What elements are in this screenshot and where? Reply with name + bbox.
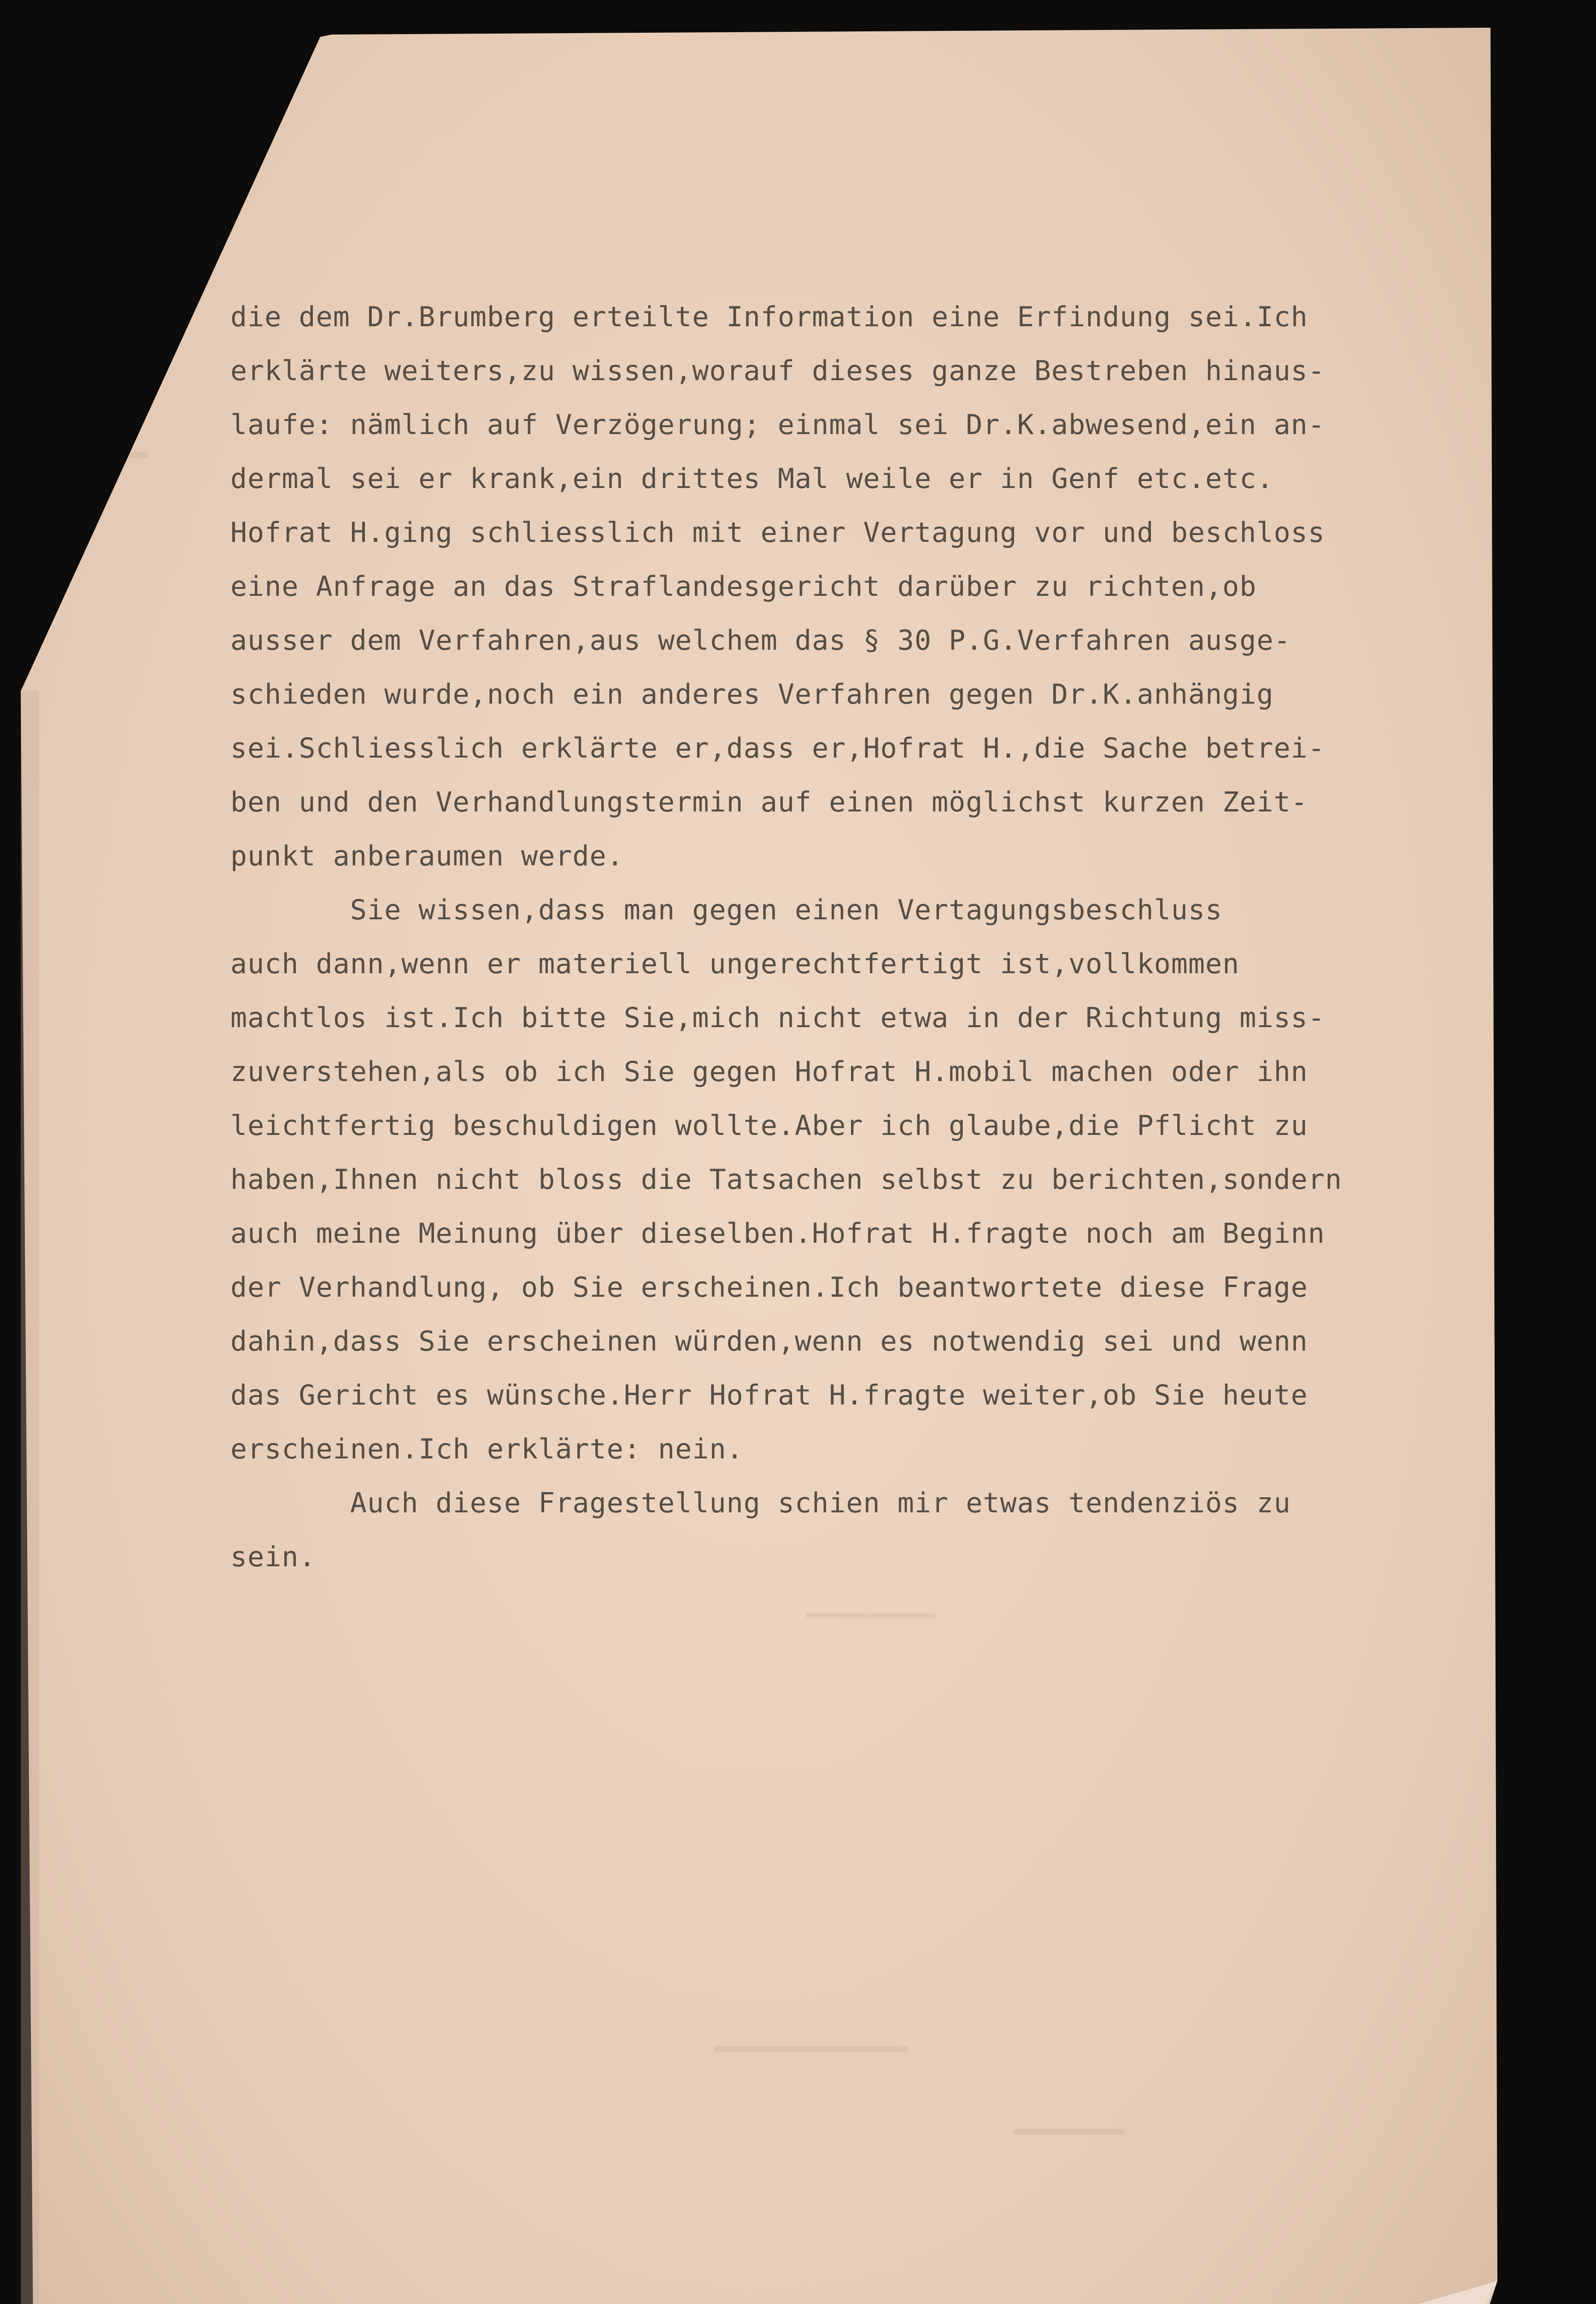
text-line: schieden wurde,noch ein anderes Verfahren gegen Dr.K.anhängig: [230, 678, 1274, 711]
text-line: dermal sei er krank,ein drittes Mal weile er in Genf etc.etc.: [230, 463, 1274, 495]
text-line: leichtfertig beschuldigen wollte.Aber ich glaube,die Pflicht zu: [230, 1110, 1308, 1142]
text-line: zuverstehen,als ob ich Sie gegen Hofrat H.mobil machen oder ihn: [230, 1056, 1308, 1088]
paragraph-start: Auch diese Fragestellung schien mir etwas tendenziös zu: [230, 1487, 1291, 1519]
text-line: machtlos ist.Ich bitte Sie,mich nicht etwa in der Richtung miss-: [230, 1002, 1325, 1034]
text-line: punkt anberaumen werde.: [230, 840, 624, 872]
text-line: haben,Ihnen nicht bloss die Tatsachen selbst zu berichten,sondern: [230, 1164, 1342, 1196]
text-line: auch meine Meinung über dieselben.Hofrat H.fragte noch am Beginn: [230, 1217, 1325, 1250]
text-line: sein.: [230, 1541, 316, 1573]
text-line: dahin,dass Sie erscheinen würden,wenn es notwendig sei und wenn: [230, 1325, 1308, 1358]
text-line: der Verhandlung, ob Sie erscheinen.Ich beantwortete diese Frage: [230, 1271, 1308, 1304]
text-line: sei.Schliesslich erklärte er,dass er,Hofrat H.,die Sache betrei-: [230, 732, 1325, 764]
text-line: laufe: nämlich auf Verzögerung; einmal sei Dr.K.abwesend,ein an-: [230, 409, 1325, 441]
text-line: ben und den Verhandlungstermin auf einen möglichst kurzen Zeit-: [230, 786, 1308, 818]
paragraph-start: Sie wissen,dass man gegen einen Vertagungsbeschluss: [230, 894, 1223, 926]
text-line: die dem Dr.Brumberg erteilte Information eine Erfindung sei.Ich: [230, 301, 1308, 333]
text-line: erklärte weiters,zu wissen,worauf dieses ganze Bestreben hinaus-: [230, 355, 1325, 387]
text-line: auch dann,wenn er materiell ungerechtfertigt ist,vollkommen: [230, 948, 1240, 980]
text-line: erscheinen.Ich erklärte: nein.: [230, 1433, 744, 1465]
typed-letter-body: [230, 290, 1438, 1584]
text-line: Hofrat H.ging schliesslich mit einer Vertagung vor und beschloss: [230, 517, 1325, 549]
text-line: das Gericht es wünsche.Herr Hofrat H.fragte weiter,ob Sie heute: [230, 1379, 1308, 1411]
text-line: ausser dem Verfahren,aus welchem das § 30 P.G.Verfahren ausge-: [230, 624, 1291, 657]
text-line: eine Anfrage an das Straflandesgericht darüber zu richten,ob: [230, 570, 1257, 603]
